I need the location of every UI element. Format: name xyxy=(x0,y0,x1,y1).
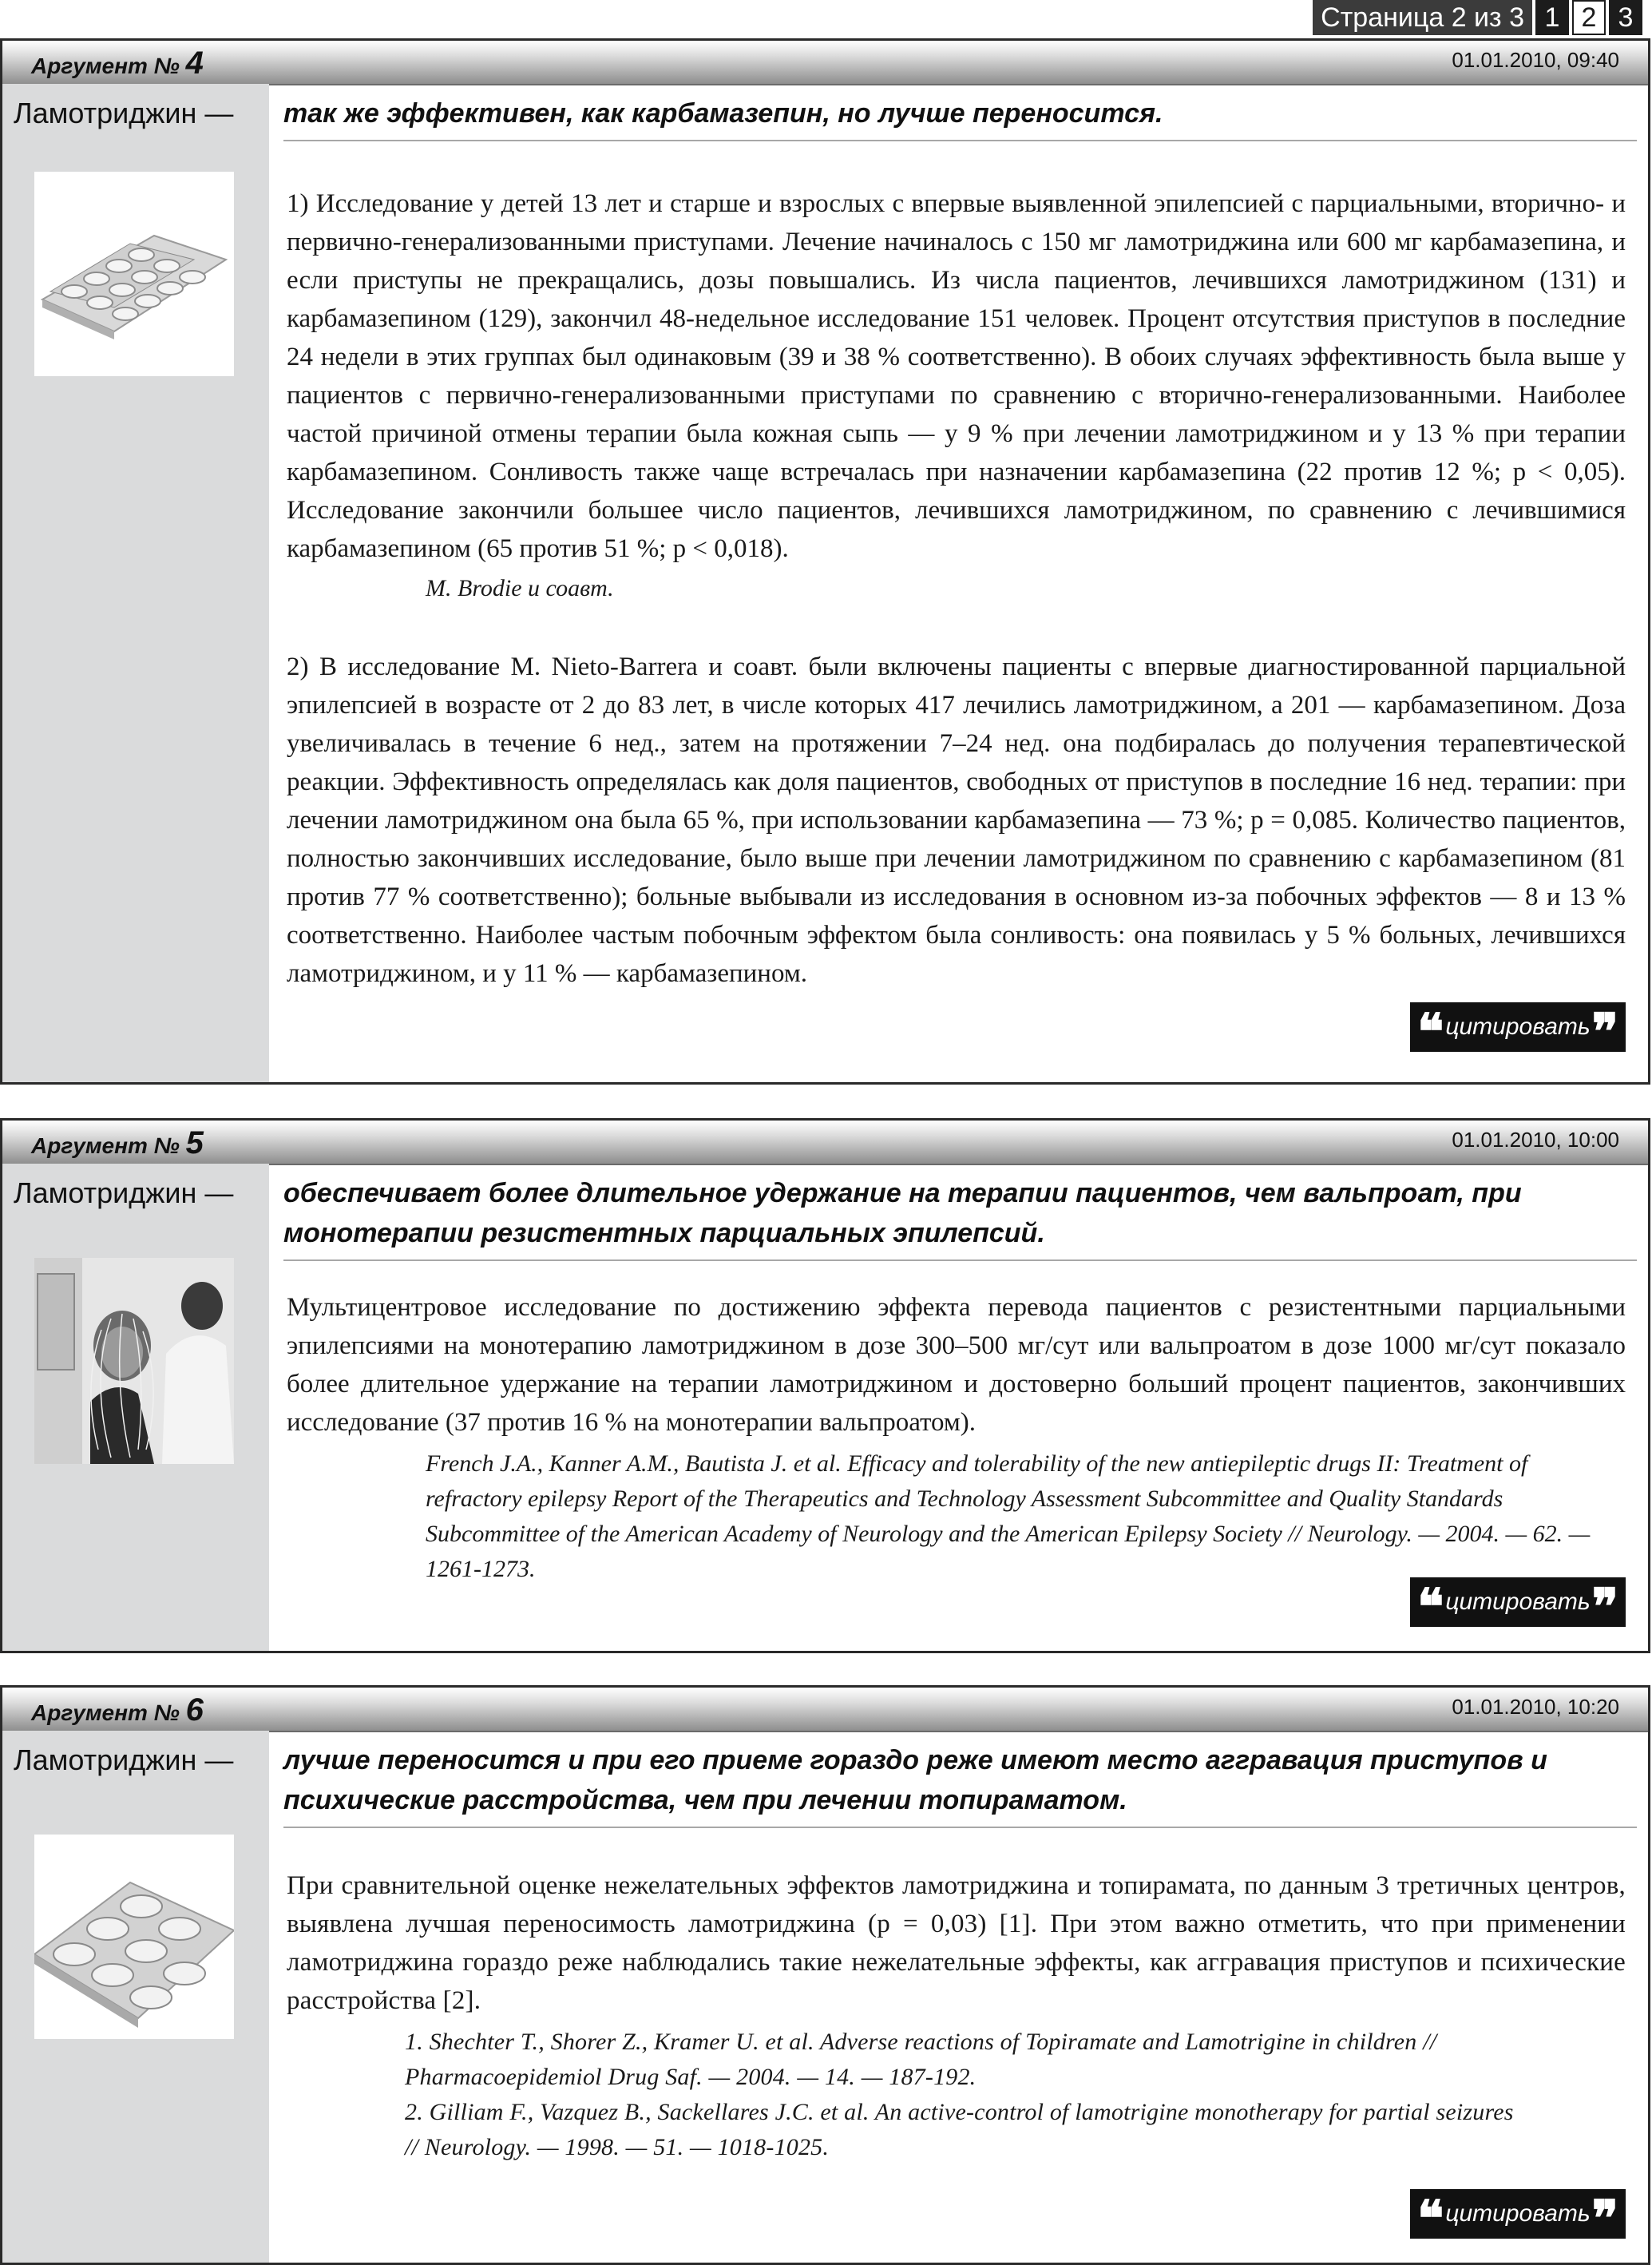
argument-datetime: 01.01.2010, 09:40 xyxy=(1452,48,1619,72)
argument-number: 5 xyxy=(185,1125,204,1160)
argument-card xyxy=(0,38,1650,1085)
argument-claim: лучше переносится и при его приеме гораздо реже имеют место аггравация приступов и психические расстройства, чем при лечении топираматом. xyxy=(283,1740,1637,1828)
drug-name: Ламотриджин — xyxy=(14,97,234,129)
argument-paragraph: При сравнительной оценке нежелательных эффектов ламотриджина и топирамата, по данным 3 третичных центров, выявлена лучшая переносимость ламотриджина (p = 0,03) [1]. При этом важно отметить, что при применении ламотриджина гораздо реже наблюдались такие нежелательные эффекты, как аггравация приступов и психические расстройства [2]. xyxy=(287,1871,1626,2015)
drug-name: Ламотриджин — xyxy=(14,1176,234,1209)
cite-button[interactable] xyxy=(1410,2189,1626,2247)
reference-item: 2. Gilliam F., Vazquez B., Sackellares J.C. et al. An active-control of lamotrigine monotherapy for partial seizures // Neurology. — 1998. — 51. — 1018-1025. xyxy=(405,2099,1514,2160)
argument-claim: обеспечивает более длительное удержание на терапии пациентов, чем вальпроат, при монотерапии резистентных парциальных эпилепсий. xyxy=(283,1173,1637,1261)
argument-title xyxy=(31,44,204,85)
open-quote-icon: ❝ xyxy=(1416,1006,1444,1060)
argument-text xyxy=(287,1288,1626,1587)
argument-sidebar xyxy=(2,84,269,1082)
argument-body xyxy=(2,1164,1648,1651)
argument-title xyxy=(31,1124,204,1165)
pill-blister-icon xyxy=(34,172,234,376)
reference-item: 1. Shechter T., Shorer Z., Kramer U. et al. Adverse reactions of Topiramate and Lamotrigine in children // Pharmacoepidemiol Drug Saf. — 2004. — 14. — 187-192. xyxy=(405,2029,1437,2090)
pagination-label: Страница 2 из 3 xyxy=(1313,0,1532,35)
reference-note: M. Brodie и соавт. xyxy=(426,575,614,601)
argument-text xyxy=(287,184,1626,993)
argument-title-prefix: Аргумент № xyxy=(31,54,180,78)
argument-number: 4 xyxy=(185,46,204,81)
drug-name: Ламотриджин — xyxy=(14,1743,234,1776)
reference-item: French J.A., Kanner A.M., Bautista J. et al. Efficacy and tolerability of the new antiepileptic drugs II: Treatment of refractory epilepsy Report of the Therapeutics and Technology Assessment Subcommittee and Quality Standards Subcommittee of the American Academy of Neurology and the American Epilepsy Society // Neurology. — 2004. — 62. — 1261-1273. xyxy=(426,1450,1591,1582)
argument-title-prefix: Аргумент № xyxy=(31,1133,180,1158)
argument-text xyxy=(287,1866,1626,2165)
argument-paragraph: 1) Исследование у детей 13 лет и старше и взрослых с впервые выявленной эпилепсией с парциальными, вторично- и первично-генерализованными приступами. Лечение начиналось с 150 мг ламотриджина или 600 мг карбамазепина, и если приступы не прекращались, дозы повышались. Из числа пациентов, лечившихся ламотриджином (131) и карбамазепином (129), закончил 48-недельное исследование 151 человек. Процент отсутствия приступов в последние 24 недели в этих группах был одинаковым (39 и 38 % соответственно). В обоих случаях эффективность была выше у пациентов с первично-генерализованными приступами по сравнению с вторично-генерализованными. Наиболее частой причиной отмены терапии была кожная сыпь — у 9 % при лечении ламотриджином и у 13 % при терапии карбамазепином. Сонливость также чаще встречалась при назначении карбамазепина (22 против 12 %; p < 0,05). Исследование закончили большее число пациентов, лечившихся ламотриджином, по сравнению с лечившимися карбамазепином (65 против 51 %; p < 0,018). xyxy=(287,189,1626,563)
argument-body xyxy=(2,1731,1648,2263)
reference-list xyxy=(287,2025,1626,2165)
page-link-2-current[interactable]: 2 xyxy=(1572,0,1606,35)
page-link-3[interactable]: 3 xyxy=(1609,0,1642,35)
close-quote-icon: ❞ xyxy=(1591,1581,1619,1635)
open-quote-icon: ❝ xyxy=(1416,1581,1444,1635)
pagination xyxy=(1313,0,1642,35)
cite-button[interactable] xyxy=(1410,1577,1626,1635)
argument-title-prefix: Аргумент № xyxy=(31,1700,180,1725)
open-quote-icon: ❝ xyxy=(1416,2192,1444,2247)
close-quote-icon: ❞ xyxy=(1591,2192,1619,2247)
close-quote-icon: ❞ xyxy=(1591,1006,1619,1060)
eeg-patient-photo xyxy=(34,1258,234,1464)
argument-card xyxy=(0,1685,1650,2265)
argument-header xyxy=(2,1688,1648,1732)
argument-datetime: 01.01.2010, 10:20 xyxy=(1452,1695,1619,1719)
argument-title xyxy=(31,1691,204,1732)
argument-body xyxy=(2,84,1648,1082)
page-link-1[interactable]: 1 xyxy=(1535,0,1569,35)
argument-claim: так же эффективен, как карбамазепин, но лучше переносится. xyxy=(283,93,1637,141)
argument-paragraph: 2) В исследование M. Nieto-Barrera и соавт. были включены пациенты с впервые диагностированной парциальной эпилепсией в возрасте от 2 до 83 лет, в числе которых 417 лечились ламотриджином, а 201 — карбамазепином. Доза увеличивалась в течение 6 нед., затем на протяжении 7–24 нед. она подбиралась до получения терапевтической реакции. Эффективность определялась как доля пациентов, свободных от приступов в последние 16 нед. терапии: при лечении ламотриджином она была 65 %, при использовании карбамазепина — 73 %; p = 0,085. Количество пациентов, полностью закончивших исследование, было выше при лечении ламотриджином по сравнению с карбамазепином (81 против 77 % соответственно); больные выбывали из исследования в основном из-за побочных эффектов — 8 и 13 % соответственно. Наиболее частым побочным эффектом была сонливость: она появилась у 5 % больных, лечившихся ламотриджином, и у 11 % — карбамазепином. xyxy=(287,653,1626,988)
cite-button[interactable] xyxy=(1410,1002,1626,1060)
argument-datetime: 01.01.2010, 10:00 xyxy=(1452,1128,1619,1152)
argument-sidebar xyxy=(2,1164,269,1651)
argument-card xyxy=(0,1118,1650,1653)
reference-list xyxy=(287,1446,1626,1587)
cite-button-label: цитировать xyxy=(1445,1589,1591,1615)
argument-header xyxy=(2,41,1648,85)
argument-sidebar xyxy=(2,1731,269,2263)
pill-blister-icon xyxy=(34,1835,234,2039)
argument-number: 6 xyxy=(185,1692,204,1728)
cite-button-label: цитировать xyxy=(1445,2200,1591,2227)
argument-header xyxy=(2,1121,1648,1165)
cite-button-label: цитировать xyxy=(1445,1013,1591,1040)
argument-paragraph: Мультицентровое исследование по достижению эффекта перевода пациентов с резистентными парциальными эпилепсиями на монотерапию ламотриджином в дозе 300–500 мг/сут или вальпроатом в дозе 1000 мг/сут показало более длительное удержание на терапии ламотриджином и достоверно больший процент пациентов, закончивших исследование (37 против 16 % на монотерапии вальпроатом). xyxy=(287,1293,1626,1437)
